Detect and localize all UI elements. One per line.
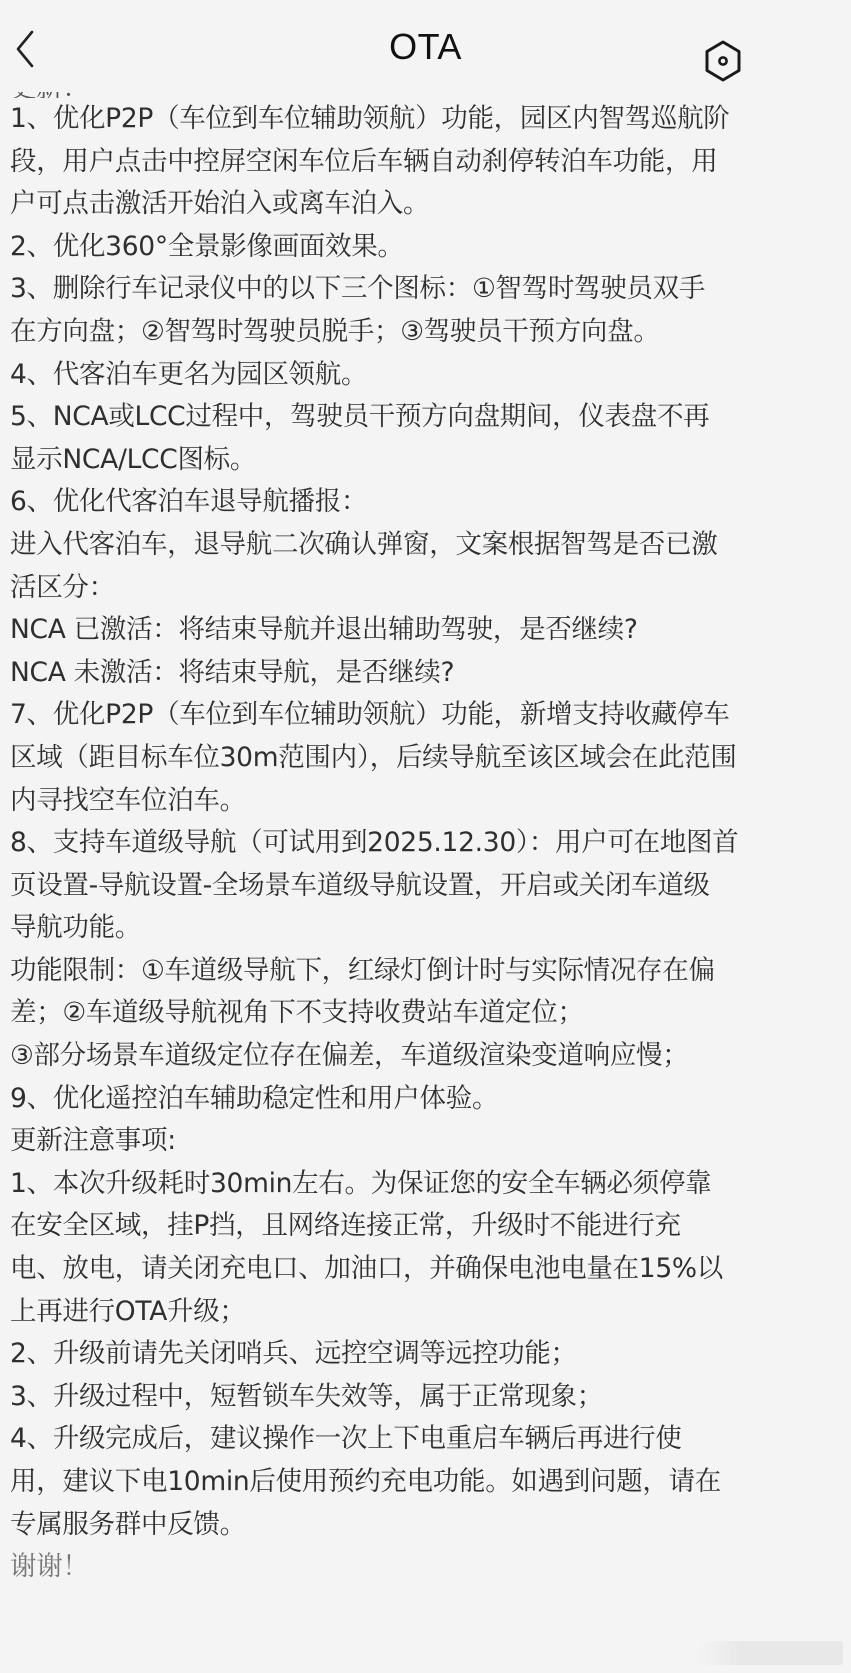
note-line: 户可点击激活开始泊入或离车泊入。 [10,188,430,220]
note-line: 区域（距目标车位30m范围内），后续导航至该区域会在此范围 [10,741,737,773]
note-line: 1、本次升级耗时30min左右。为保证您的安全车辆必须停靠 [10,1167,712,1199]
note-line: 在安全区域，挂P挡，且网络连接正常，升级时不能进行充 [10,1210,681,1242]
note-line: 6、优化代客泊车退导航播报： [10,486,368,518]
note-line: 3、升级过程中，短暂锁车失效等，属于正常现象； [10,1380,603,1412]
note-line: 上再进行OTA升级； [10,1295,246,1327]
note-line: 功能限制：①车道级导航下，红绿灯倒计时与实际情况存在偏 [10,954,715,986]
note-line: 用，建议下电10min后使用预约充电功能。如遇到问题，请在 [10,1466,721,1497]
note-line: 8、支持车道级导航（可试用到2025.12.30）：用户可在地图首 [10,827,739,859]
note-line: 在方向盘；②智驾时驾驶员脱手；③驾驶员干预方向盘。 [10,315,660,347]
note-line: 进入代客泊车，退导航二次确认弹窗，文案根据智驾是否已激 [10,528,718,560]
note-line: 5、NCA或LCC过程中，驾驶员干预方向盘期间，仪表盘不再 [10,401,710,433]
note-line: 3、删除行车记录仪中的以下三个图标：①智驾时驾驶员双手 [10,273,706,305]
note-line: 导航功能。 [10,912,141,944]
note-line: ③部分场景车道级定位存在偏差，车道级渲染变道响应慢； [10,1040,689,1072]
release-notes [10,80,840,1589]
note-line: 4、代客泊车更名为园区领航。 [10,358,368,390]
note-line: 活区分： [10,571,115,603]
note-line: 内寻找空车位泊车。 [10,784,246,816]
note-line: NCA 已激活：将结束导航并退出辅助驾驶，是否继续? [10,614,638,646]
note-line: 显示NCA/LCC图标。 [10,443,257,475]
settings-button[interactable] [700,38,746,84]
notice-heading: 更新注意事项: [10,1125,176,1157]
closing-text: 谢谢！ [10,1551,89,1583]
page-title: OTA [389,26,462,67]
note-line: 2、优化360°全景影像画面效果。 [10,230,404,262]
nav-header [0,0,851,92]
note-line: 9、优化遥控泊车辅助稳定性和用户体验。 [10,1082,499,1114]
note-line: 4、升级完成后，建议操作一次上下电重启车辆后再进行使 [10,1423,682,1455]
note-line: 页设置-导航设置-全场景车道级导航设置，开启或关闭车道级 [10,869,710,901]
watermark [698,1641,843,1665]
hexagon-settings-icon [700,38,746,84]
note-line: 7、优化P2P（车位到车位辅助领航）功能，新增支持收藏停车 [10,699,730,731]
note-line: NCA 未激活：将结束导航，是否继续? [10,656,455,688]
note-line: 段，用户点击中控屏空闲车位后车辆自动刹停转泊车功能，用 [10,145,718,177]
note-line: 电、放电，请关闭充电口、加油口，并确保电池电量在15%以 [10,1253,724,1285]
note-line: 专属服务群中反馈。 [10,1508,246,1540]
note-line: 差；②车道级导航视角下不支持收费站车道定位； [10,997,584,1029]
note-line: 1、优化P2P（车位到车位辅助领航）功能，园区内智驾巡航阶 [10,103,730,134]
note-line: 2、升级前请先关闭哨兵、远控空调等远控功能； [10,1338,577,1370]
